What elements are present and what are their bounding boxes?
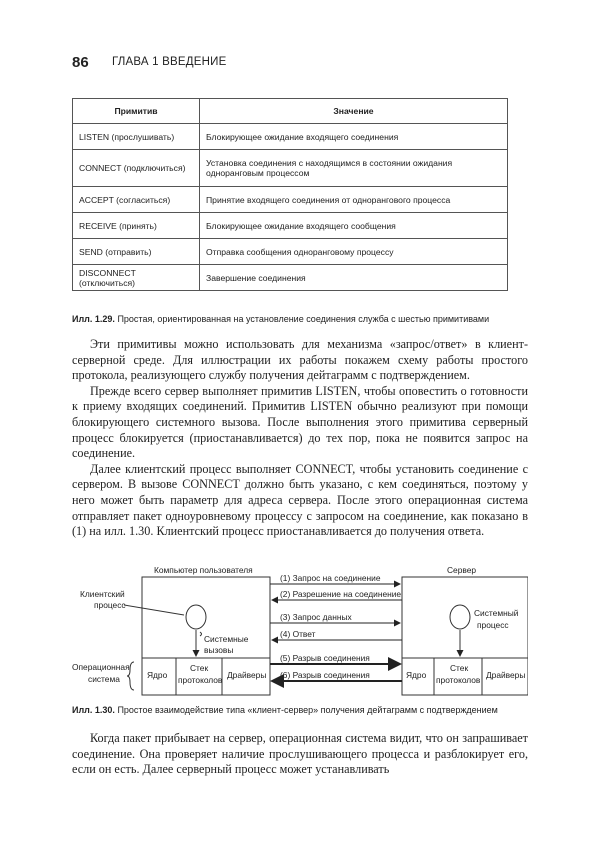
server-title: Сервер: [447, 565, 477, 575]
client-process-label-line1: Клиентский: [80, 589, 125, 599]
server-stack-label-line2: протоколов: [436, 675, 481, 685]
table-header-meaning: Значение: [200, 99, 508, 124]
message-label-4: (4) Ответ: [280, 629, 316, 639]
os-label-line2: система: [88, 674, 120, 684]
caption-label: Илл. 1.29.: [72, 314, 115, 324]
figure-caption-1-29: [72, 314, 489, 324]
figure-caption-1-30: [72, 705, 498, 715]
client-kernel-label: Ядро: [147, 670, 168, 680]
table-row: [73, 213, 508, 239]
os-label-line1: Операционная: [72, 662, 130, 672]
message-label-1: (1) Запрос на соединение: [280, 573, 381, 583]
table-header-primitive: Примитив: [73, 99, 200, 124]
table-cell: Завершение соединения: [200, 265, 508, 291]
chapter-title: ГЛАВА 1 ВВЕДЕНИЕ: [112, 56, 227, 68]
table-row: [73, 124, 508, 150]
table-cell: Принятие входящего соединения от однорангового процесса: [200, 187, 508, 213]
message-label-6: (6) Разрыв соединения: [280, 670, 370, 680]
server-drivers-label: Драйверы: [486, 670, 526, 680]
table-row: [73, 187, 508, 213]
body-text-block-1: [72, 337, 528, 540]
table-cell: RECEIVE (принять): [73, 213, 200, 239]
paragraph: Эти примитивы можно использовать для механизма «запрос/ответ» в клиент-серверной среде. Для иллюстрации их работы покажем схему работы простого протокола, реализующего службу получения дейтаграмм с подтверждением.: [72, 337, 528, 383]
primitives-table: [72, 98, 508, 291]
body-text-block-2: [72, 731, 528, 778]
client-process-label-line2: процесс: [94, 600, 126, 610]
message-label-3: (3) Запрос данных: [280, 612, 352, 622]
table-cell: ACCEPT (согласиться): [73, 187, 200, 213]
client-stack-label-line1: Стек: [190, 663, 209, 673]
client-stack-label-line2: протоколов: [178, 675, 223, 685]
table-row: [73, 150, 508, 187]
client-process-circle: [186, 605, 206, 629]
table-header-row: [73, 99, 508, 124]
table-cell: Установка соединения с находящимся в состоянии ожидания одноранговым процессом: [200, 150, 508, 187]
server-process-label-line1: Системный: [474, 608, 519, 618]
message-label-2: (2) Разрешение на соединение: [280, 589, 402, 599]
server-process-label-line2: процесс: [477, 620, 509, 630]
client-server-diagram: [72, 560, 528, 700]
client-computer-title: Компьютер пользователя: [154, 565, 253, 575]
caption-label: Илл. 1.30.: [72, 705, 115, 715]
table-cell: SEND (отправить): [73, 239, 200, 265]
table-cell: CONNECT (подключиться): [73, 150, 200, 187]
syscalls-label-line2: вызовы: [204, 645, 234, 655]
paragraph: Прежде всего сервер выполняет примитив LISTEN, чтобы оповестить о готовности к приему входящих соединений. Примитив LISTEN обычно реализуют при помощи блокирующего системного вызова. После выполнения этого примитива серверный процесс блокируется (приостанавливается) до тех пор, пока не появится запрос на соединение.: [72, 383, 528, 461]
table-cell: Отправка сообщения одноранговому процессу: [200, 239, 508, 265]
caption-text: Простая, ориентированная на установление соединения служба с шестью примитивами: [117, 314, 490, 324]
message-label-5: (5) Разрыв соединения: [280, 653, 370, 663]
client-drivers-label: Драйверы: [227, 670, 267, 680]
server-kernel-label: Ядро: [406, 670, 427, 680]
table-row: [73, 265, 508, 291]
paragraph: Когда пакет прибывает на сервер, операционная система видит, что он запрашивает соединение. Она проверяет наличие прослушивающего процесса и разблокирует его, если он есть. Далее серверный процесс может устанавливать: [72, 731, 528, 777]
caption-text: Простое взаимодействие типа «клиент-сервер» получения дейтаграмм с подтверждением: [117, 705, 498, 715]
server-stack-label-line1: Стек: [450, 663, 469, 673]
page-number: 86: [72, 54, 89, 71]
syscalls-label-line1: Системные: [204, 634, 249, 644]
paragraph: Далее клиентский процесс выполняет CONNECT, чтобы установить соединение с сервером. В вызове CONNECT должно быть указано, с кем соединяться, поэтому у него может быть параметр для адреса сервера. После этого операционная система отправляет пакет одноуровневому процессу с запросом на соединение, как показано в (1) на илл. 1.30. Клиентский процесс приостанавливается до получения ответа.: [72, 461, 528, 539]
table-cell: Блокирующее ожидание входящего сообщения: [200, 213, 508, 239]
table-cell: Блокирующее ожидание входящего соединения: [200, 124, 508, 150]
table-row: [73, 239, 508, 265]
table-cell: DISCONNECT (отключиться): [73, 265, 200, 291]
table-cell: LISTEN (прослушивать): [73, 124, 200, 150]
server-process-circle: [450, 605, 470, 629]
syscall-brace: [200, 632, 202, 636]
client-process-pointer: [124, 605, 184, 615]
